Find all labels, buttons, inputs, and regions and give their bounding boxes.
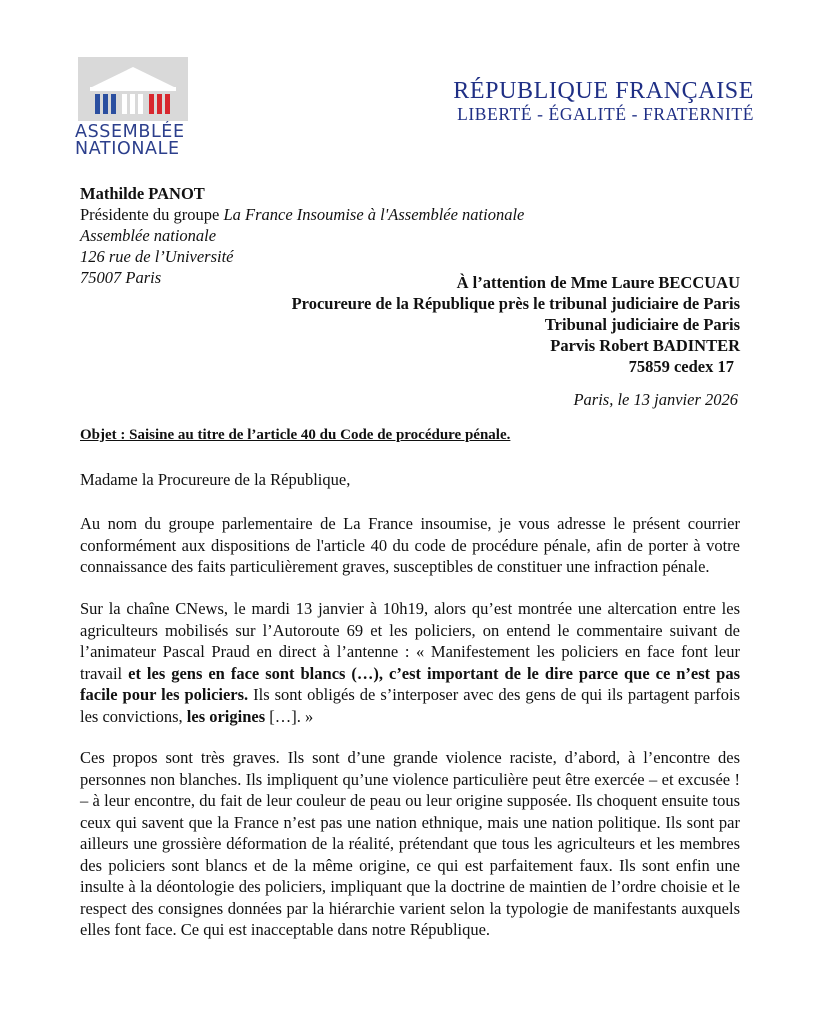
republic-header: [453, 78, 754, 124]
letter-object: Objet : Saisine au titre de l’article 40 du Code de procédure pénale.: [80, 427, 511, 443]
recipient-attention: À l’attention de Mme Laure BECCUAU: [456, 273, 740, 292]
logo-line-2: NATIONALE: [75, 139, 180, 159]
paragraph-1: Au nom du groupe parlementaire de La France insoumise, je vous adresse le présent courrier conformément aux dispositions de l'article 40 du code de procédure pénale, afin de porter à votre connaissance des faits particulièrement graves, susceptibles de constituer une infraction pénale.: [80, 514, 740, 576]
republic-title: RÉPUBLIQUE FRANÇAISE: [453, 78, 754, 104]
sender-institution: Assemblée nationale: [80, 226, 217, 245]
paragraph-2-part-1: Sur la chaîne CNews, le mardi 13 janvier à 10h19, alors qu’est montrée une altercation entre les agriculteurs mobilisés sur l’Autoroute 69 et les policiers, on entend le commentaire suivant de l’animateur Pascal Praud en direct à l’antenne : « Manifestement les policiers en face font leur travail: [80, 599, 740, 683]
paragraph-2: [80, 598, 740, 727]
paragraph-2-part-2: Ils sont obligés de s’interposer avec des gens de qui ils partagent parfois les convictions,: [80, 685, 740, 726]
sender-role-prefix: Présidente du groupe: [80, 205, 224, 224]
recipient-postcode: 75859 cedex 17: [628, 357, 734, 376]
letter-date: Paris, le 13 janvier 2026: [573, 390, 738, 409]
sender-role: [80, 204, 524, 225]
recipient-block: [220, 272, 740, 377]
salutation: Madame la Procureure de la République,: [80, 470, 351, 489]
paragraph-2-bold-1: et les gens en face sont blancs (…), c’est important de le dire parce que ce n’est pas facile pour les policiers.: [80, 663, 740, 704]
paragraph-2-part-3: […]. »: [265, 706, 314, 726]
recipient-title: Procureure de la République près le tribunal judiciaire de Paris: [291, 294, 740, 313]
sender-city: 75007 Paris: [80, 268, 162, 287]
assemblee-nationale-logo: [75, 57, 192, 158]
republic-motto: LIBERTÉ - ÉGALITÉ - FRATERNITÉ: [457, 104, 754, 124]
paragraph-3: Ces propos sont très graves. Ils sont d’une grande violence raciste, d’abord, à l’encontre des personnes non blanches. Ils impliquent qu’une violence particulière peut être exercée – et excusée ! – à leur encontre, du fait de leur couleur de peau ou leur origine supposée. Ils choquent ensuite tous ceux qui savent que la France n’est pas une nation ethnique, mais une nation politique. Ils sont par ailleurs une grossière déformation de la réalité, prétendant que tous les agriculteurs et les membres des policiers sont blancs et de la même origine, ce qui est parfaitement faux. Ils sont enfin une insulte à la déontologie des policiers, impliquant que la doctrine de maintien de l’ordre choisie et le respect des consignes données par la hiérarchie varient selon la typologie de manifestants auxquels elles font face. Ce qui est inacceptable dans notre République.: [80, 748, 740, 939]
hemicycle-emblem-icon: [78, 57, 188, 121]
recipient-street: Parvis Robert BADINTER: [550, 336, 740, 355]
recipient-court: Tribunal judiciaire de Paris: [544, 315, 740, 334]
sender-name: Mathilde PANOT: [80, 184, 205, 203]
sender-role-group: La France Insoumise à l'Assemblée nationale: [223, 205, 525, 224]
sender-street: 126 rue de l’Université: [80, 247, 234, 266]
logo-line-1: ASSEMBLÉE: [75, 122, 185, 142]
paragraph-2-bold-2: les origines: [186, 706, 266, 726]
